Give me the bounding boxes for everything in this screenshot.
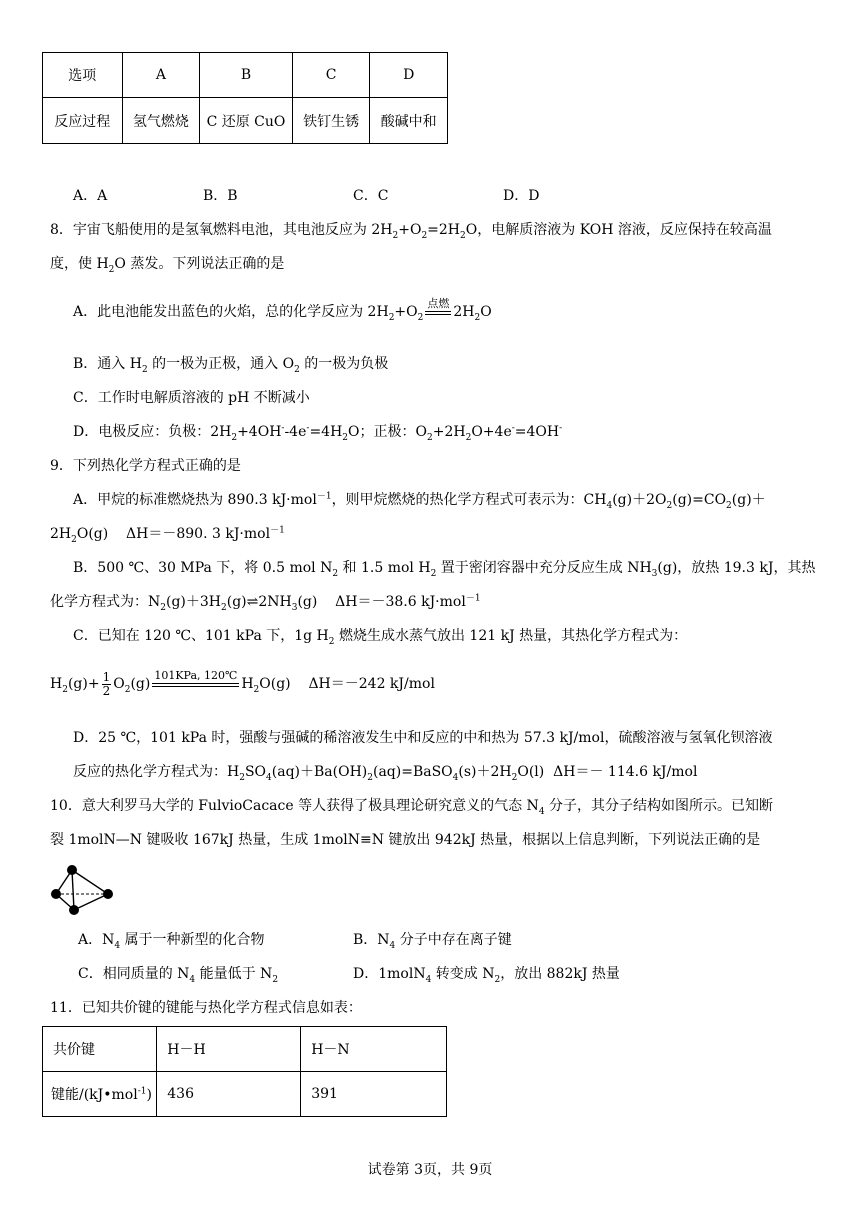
table-cell: 氢气燃烧 [122,98,200,144]
q11-stem: 11．已知共价键的键能与热化学方程式信息如表： [50,1000,362,1016]
q10-option-b[interactable]: B．$N_4$ 分子中存在离子键 [353,932,512,951]
table-header-cell: 共价键 [43,1027,157,1072]
q8-stem-line2: 度，使 $H_2O$ 蒸发。下列说法正确的是 [50,256,285,275]
q10-stem-line2: 裂 1molN—N 键吸收 167kJ 热量，生成 1molN≡N 键放出 942kJ 热量，根据以上信息判断，下列说法正确的是 [50,832,761,848]
reaction-condition: 101KPa, 120℃ [152,669,239,699]
q9-option-b-line2: 化学方程式为：$N_2(g)+3H_2(g)\rightleftharpoons 2NH_3(g)$ ΔH＝－38.6 kJ·mol$^{-1}$ [50,593,481,613]
q9-option-d[interactable]: D．25 ℃，101 kPa 时，强酸与强碱的稀溶液发生中和反应的中和热为 57.3 kJ/mol，硫酸溶液与氢氧化钡溶液 [73,730,773,746]
n-atom [67,865,77,875]
table-header-cell: H－N [301,1027,447,1072]
q7-table [42,52,448,144]
n-atom [103,889,113,899]
q8-stem: 8．宇宙飞船使用的是氢氧燃料电池，其电池反应为 $2H_2+O_2=2H_2O$，电解质溶液为 KOH 溶液，反应保持在较高温 [50,222,772,241]
table-header-cell: C [292,53,370,98]
table-header-cell: D [370,53,448,98]
q8-option-d[interactable]: D．电极反应：负极：$2H_2+4OH^--4e^-=4H_2O$；正极：$O_2+2H_2O+4e^-=4OH^-$ [73,423,563,443]
q10-stem: 10．意大利罗马大学的 FulvioCacace 等人获得了极具理论研究意义的气态 $N_4$ 分子，其分子结构如图所示。已知断 [50,798,773,817]
q8-option-b[interactable]: B．通入 $H_2$ 的一极为正极，通入 $O_2$ 的一极为负极 [73,356,389,375]
table-header-cell: 选项 [43,53,123,98]
n-atom [69,905,79,915]
q10-option-a[interactable]: A．$N_4$ 属于一种新型的化合物 [78,932,265,951]
table-header-cell: A [122,53,200,98]
q8-option-a[interactable]: A．此电池能发出蓝色的火焰，总的化学反应为 $2H_2+O_2$ 点燃 $2H_2O$ [73,292,492,332]
q10-option-c[interactable]: C．相同质量的 $N_4$ 能量低于 $N_2$ [78,966,279,985]
table-cell: 391 [301,1072,447,1117]
table-header-cell: H－H [157,1027,301,1072]
table-cell: 铁钉生锈 [292,98,370,144]
table-cell: 反应过程 [43,98,123,144]
q8-option-c[interactable]: C．工作时电解质溶液的 pH 不断减小 [73,390,310,406]
table-cell: 键能/(kJ•mol$^{-1}$) [43,1072,157,1117]
q11-table [42,1026,447,1117]
n-atom [51,889,61,899]
q9-option-d-line2: 反应的热化学方程式为：$H_2SO_4(aq)+Ba(OH)_2(aq)=BaSO_4(s)+2H_2O(l)$ ΔH＝－ 114.6 kJ/mol [73,764,698,783]
q9-option-a[interactable]: A．甲烷的标准燃烧热为 890.3 kJ·mol$^{-1}$，则甲烷燃烧的热化学方程式可表示为：$CH_4(g)+2O_2(g)=CO_2(g)+$ [73,491,766,511]
table-cell: C 还原 CuO [200,98,293,144]
q9-stem: 9．下列热化学方程式正确的是 [50,458,241,474]
q9-option-b[interactable]: B．500 ℃、30 MPa 下，将 0.5 mol $N_2$ 和 1.5 mol $H_2$ 置于密闭容器中充分反应生成 $NH_3(g)$，放热 19.3 kJ，其热 [73,560,816,579]
q7-option-c[interactable]: C．C [353,188,389,204]
table-cell: 酸碱中和 [370,98,448,144]
q10-option-d[interactable]: D．1molN$_4$ 转变成 $N_2$，放出 882kJ 热量 [353,966,620,985]
q7-option-b[interactable]: B．B [203,188,238,204]
q9-option-a-line2: $2H_2O(g)$ ΔH＝－890. 3 kJ·mol$^{-1}$ [50,525,285,545]
q7-option-d[interactable]: D．D [503,188,540,204]
fraction: $\frac{1}{2}$ [102,669,111,698]
page-footer: 试卷第 3页，共 9页 [367,1162,493,1178]
reaction-condition: 点燃 [425,297,451,327]
q9-option-c-equation: $H_2(g)+$ $\frac{1}{2}$ $O_2(g)$ 101KPa, 120℃ $H_2O(g)$ ΔH＝－242 kJ/mol [50,669,435,698]
table-header-cell: B [200,53,293,98]
n4-tetrahedron-diagram [48,862,116,916]
q7-option-a[interactable]: A．A [73,188,108,204]
table-cell: 436 [157,1072,301,1117]
q9-option-c[interactable]: C．已知在 120 ℃、101 kPa 下，1g $H_2$ 燃烧生成水蒸气放出 121 kJ 热量，其热化学方程式为： [73,628,688,647]
